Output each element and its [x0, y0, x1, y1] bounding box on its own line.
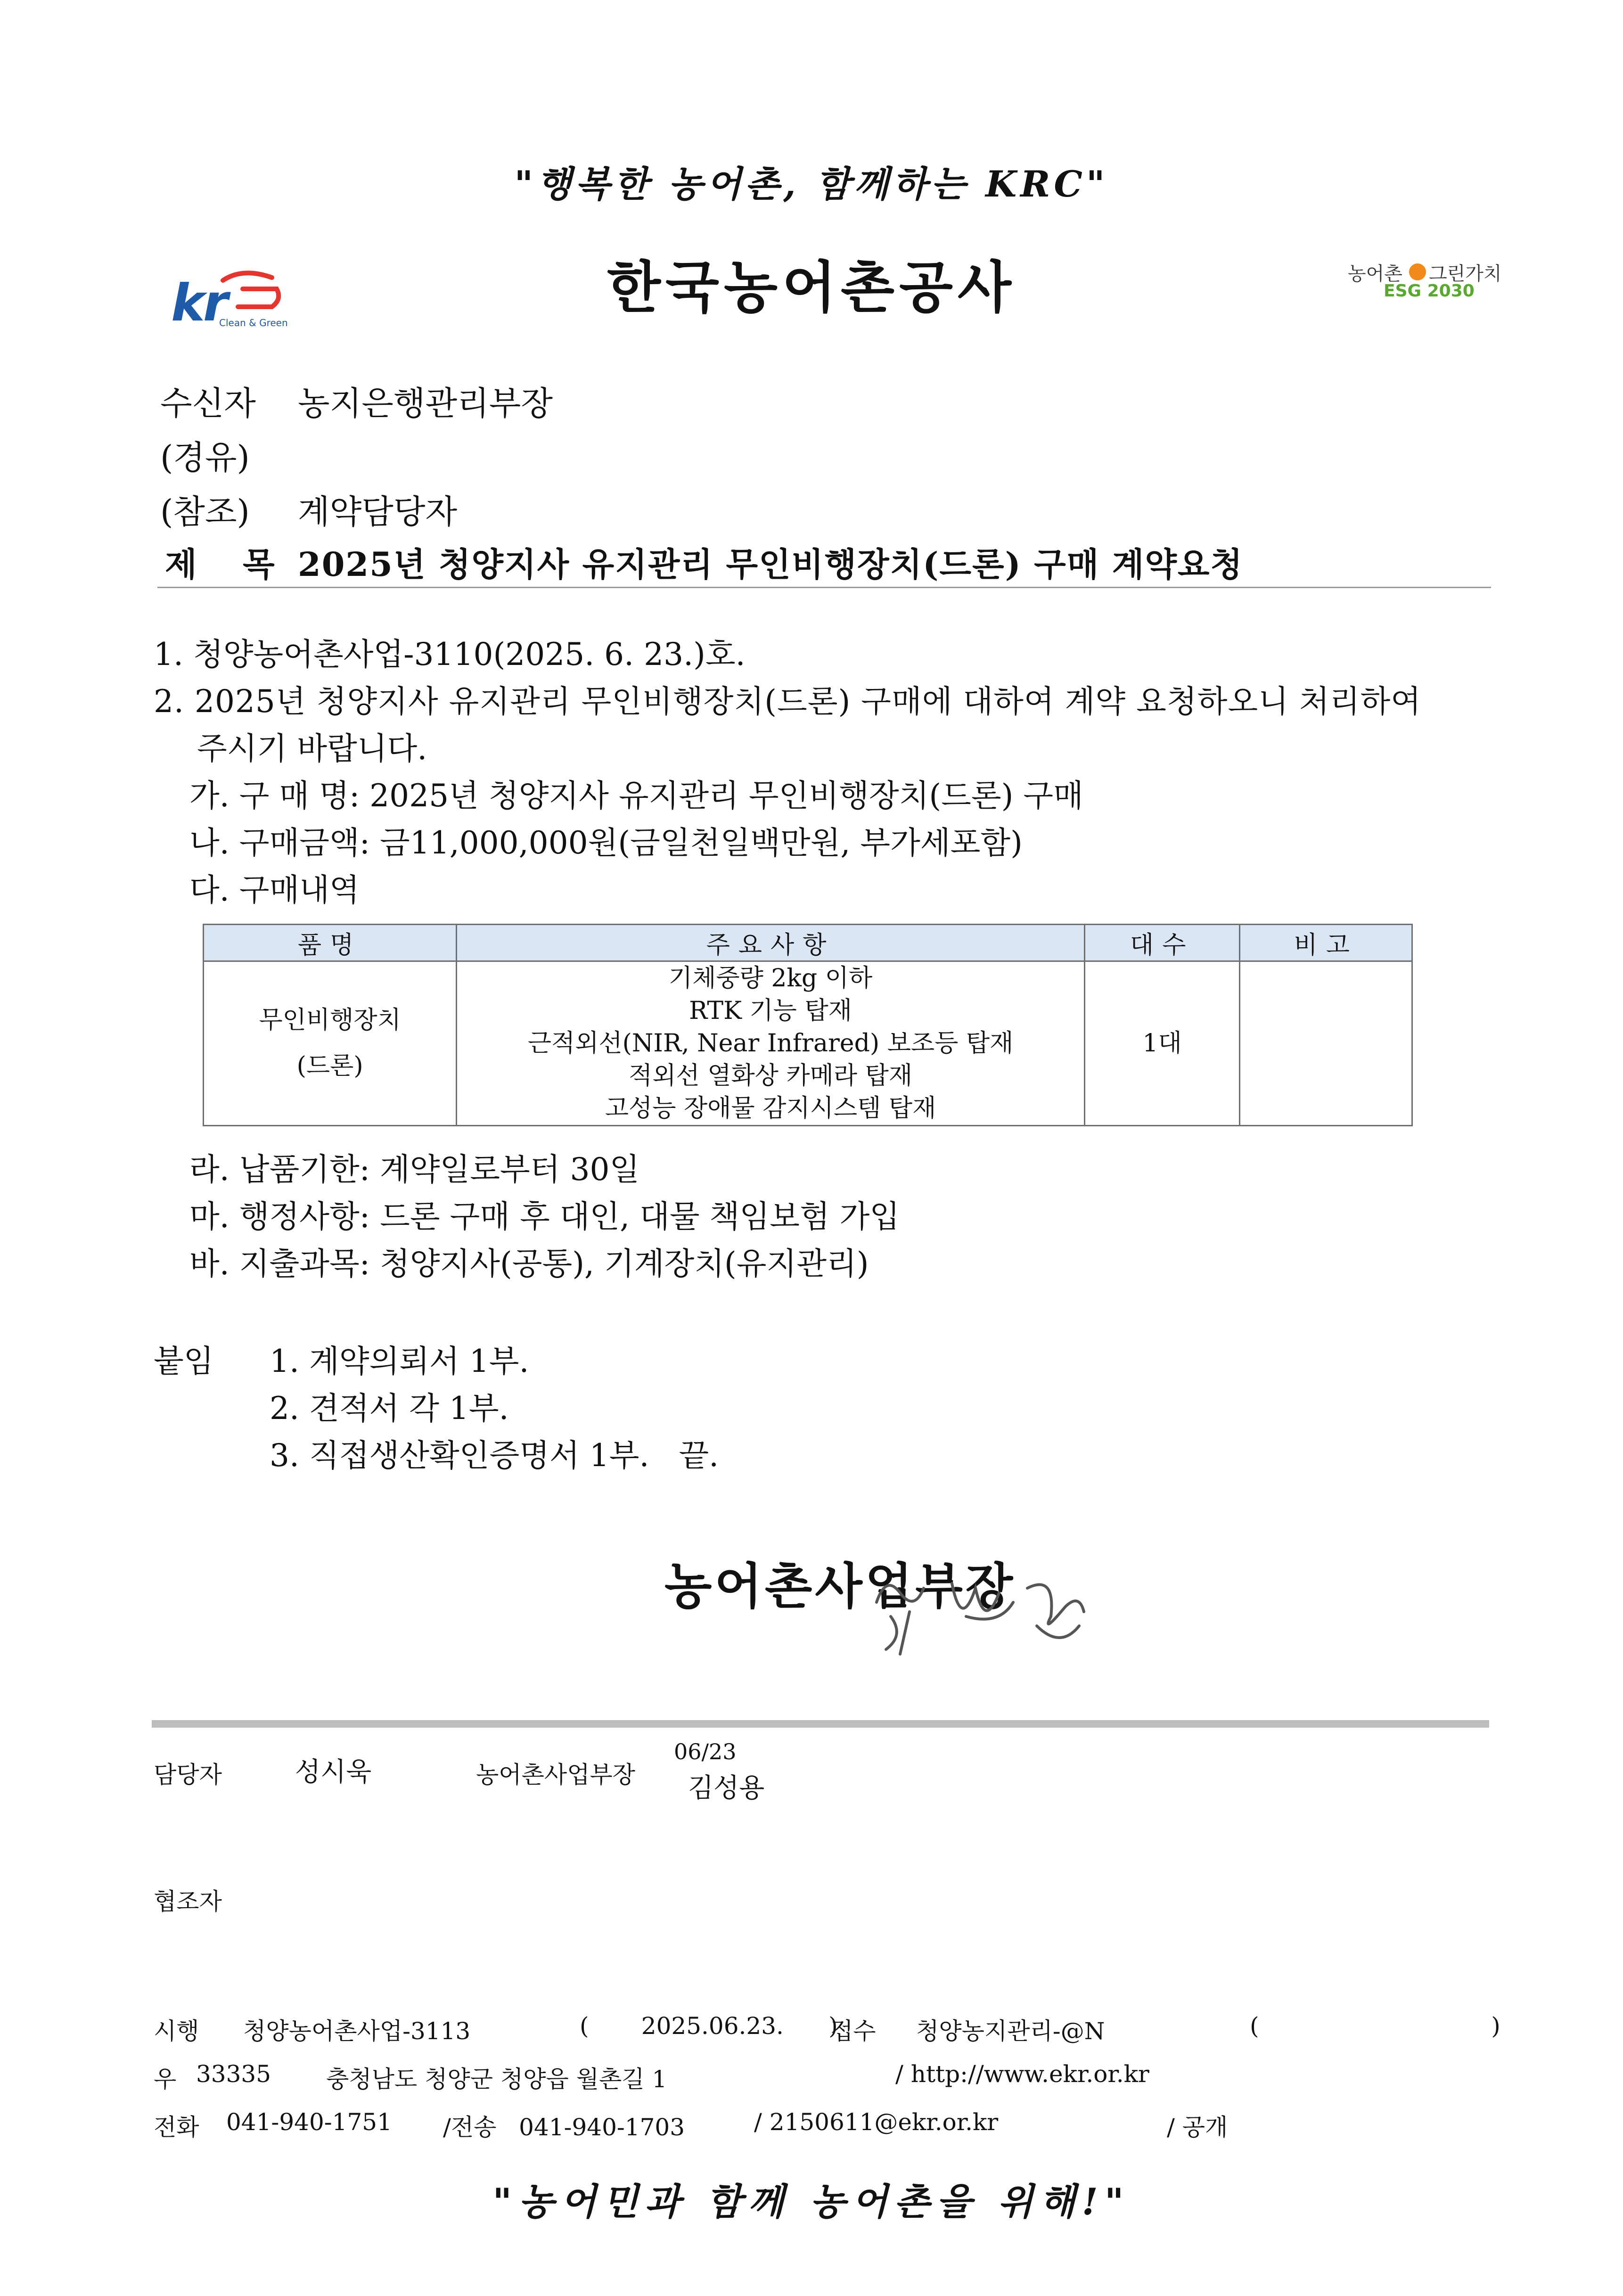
enforce-number: 청양농어촌사업-3113 — [243, 2017, 471, 2045]
subject-divider — [157, 587, 1491, 588]
reference-value: 계약담당자 — [298, 492, 458, 531]
table-header-quantity: 대수 — [1084, 925, 1240, 961]
item-name-line-1: 무인비행장치 — [259, 1006, 401, 1034]
sender-title: 농어촌사업부장 — [664, 1557, 1016, 1615]
body-sub-na: 나. 구매금액: 금11,000,000원(금일천일백만원, 부가세포함) — [189, 825, 1023, 861]
body-sub-ga: 가. 구 매 명: 2025년 청양지사 유지관리 무인비행장치(드론) 구매 — [189, 778, 1083, 814]
krc-logo-text: kr — [171, 274, 227, 333]
receipt-paren: ( ) — [1250, 2012, 1500, 2040]
body-item-1: 1. 청양농어촌사업-3110(2025. 6. 23.)호. — [154, 636, 746, 672]
enforce-label: 시행 — [154, 2017, 199, 2045]
body-item-2-line-2: 주시기 바랍니다. — [197, 730, 427, 767]
staff-label: 담당자 — [154, 1761, 222, 1788]
esg-logo — [1348, 257, 1502, 309]
body-sub-ma: 마. 행정사항: 드론 구매 후 대인, 대물 책임보험 가입 — [189, 1198, 900, 1235]
table-header-row — [204, 925, 1412, 961]
approval-date: 06/23 — [674, 1739, 737, 1764]
table-cell-item-name — [204, 961, 457, 1126]
item-name-line-2: (드론) — [296, 1052, 363, 1080]
table-header-specs: 주요사항 — [457, 925, 1084, 961]
body-sub-ba: 바. 지출과목: 청양지사(공통), 기계장치(유지관리) — [189, 1246, 869, 1282]
signature-scribble-icon — [858, 1546, 1093, 1659]
phone-label: 전화 — [154, 2114, 199, 2141]
attachment-item: 3. 직접생산확인증명서 1부. 끝. — [270, 1437, 719, 1474]
spec-line: RTK 기능 탑재 — [689, 996, 852, 1025]
recipient-value: 농지은행관리부장 — [298, 384, 553, 423]
purchase-items-table — [203, 924, 1413, 1126]
spec-line: 고성능 장애물 감지시스템 탑재 — [605, 1094, 936, 1123]
signature-image — [858, 1546, 1093, 1659]
subject-value: 2025년 청양지사 유지관리 무인비행장치(드론) 구매 계약요청 — [298, 545, 1244, 584]
esg-logo-line1-b: 그린가치 — [1429, 263, 1502, 285]
manager-label: 농어촌사업부장 — [476, 1761, 636, 1788]
spec-line: 기체중량 2kg 이하 — [668, 964, 873, 992]
header-slogan: "행복한 농어촌, 함께하는 KRC" — [514, 163, 1109, 205]
recipient-label: 수신자 — [160, 384, 256, 423]
table-cell-specs — [457, 961, 1084, 1126]
postal-label: 우 — [154, 2066, 177, 2093]
receipt-label: 접수 — [830, 2017, 876, 2045]
disclosure-status: / 공개 — [1167, 2114, 1228, 2141]
krc-logo-caption: Clean & Green — [219, 317, 288, 328]
attachment-item: 1. 계약의뢰서 1부. — [270, 1343, 529, 1379]
spec-line: 적외선 열화상 카메라 탑재 — [628, 1061, 913, 1090]
website-link[interactable]: / http://www.ekr.or.kr — [895, 2060, 1149, 2088]
table-header-item-name: 품명 — [204, 925, 457, 961]
reference-label: (참조) — [160, 492, 250, 531]
table-header-remarks: 비고 — [1240, 925, 1412, 961]
esg-leaf-icon — [1409, 263, 1426, 280]
esg-logo-line2: ESG 2030 — [1384, 281, 1475, 301]
esg-logo-line1-a: 농어촌 — [1348, 263, 1402, 285]
phone-number: 041-940-1751 — [226, 2108, 392, 2136]
table-cell-remarks — [1240, 961, 1412, 1126]
table-row — [204, 961, 1412, 1126]
email-link[interactable]: / 2150611@ekr.or.kr — [754, 2108, 999, 2136]
address: 충청남도 청양군 청양읍 월촌길 1 — [326, 2066, 667, 2093]
approval-divider — [152, 1720, 1489, 1728]
body-sub-da: 다. 구매내역 — [189, 872, 360, 908]
receipt-number: 청양농지관리-@N — [916, 2017, 1105, 2045]
postal-code: 33335 — [196, 2060, 271, 2088]
fax-number: /전송 041-940-1703 — [443, 2114, 685, 2141]
body-item-2-line-1: 2. 2025년 청양지사 유지관리 무인비행장치(드론) 구매에 대하여 계약 요청하오니 처리하여 — [154, 683, 1421, 720]
organization-name: 한국농어촌공사 — [607, 254, 1016, 320]
body-sub-ra: 라. 납품기한: 계약일로부터 30일 — [189, 1151, 640, 1188]
subject-label: 제 목 — [165, 545, 275, 584]
cooperator-label: 협조자 — [154, 1888, 222, 1915]
attachments-label: 붙임 — [154, 1343, 214, 1379]
table-cell-quantity: 1대 — [1084, 961, 1240, 1126]
spec-line: 근적외선(NIR, Near Infrared) 보조등 탑재 — [527, 1029, 1014, 1058]
via-label: (경유) — [160, 438, 250, 477]
closing-slogan: "농어민과 함께 농어촌을 위해!" — [492, 2181, 1131, 2223]
enforce-date: ( 2025.06.23. ) — [580, 2012, 838, 2040]
manager-name: 김성용 — [688, 1773, 765, 1804]
attachment-item: 2. 견적서 각 1부. — [270, 1390, 509, 1427]
staff-name: 성시욱 — [295, 1757, 372, 1788]
